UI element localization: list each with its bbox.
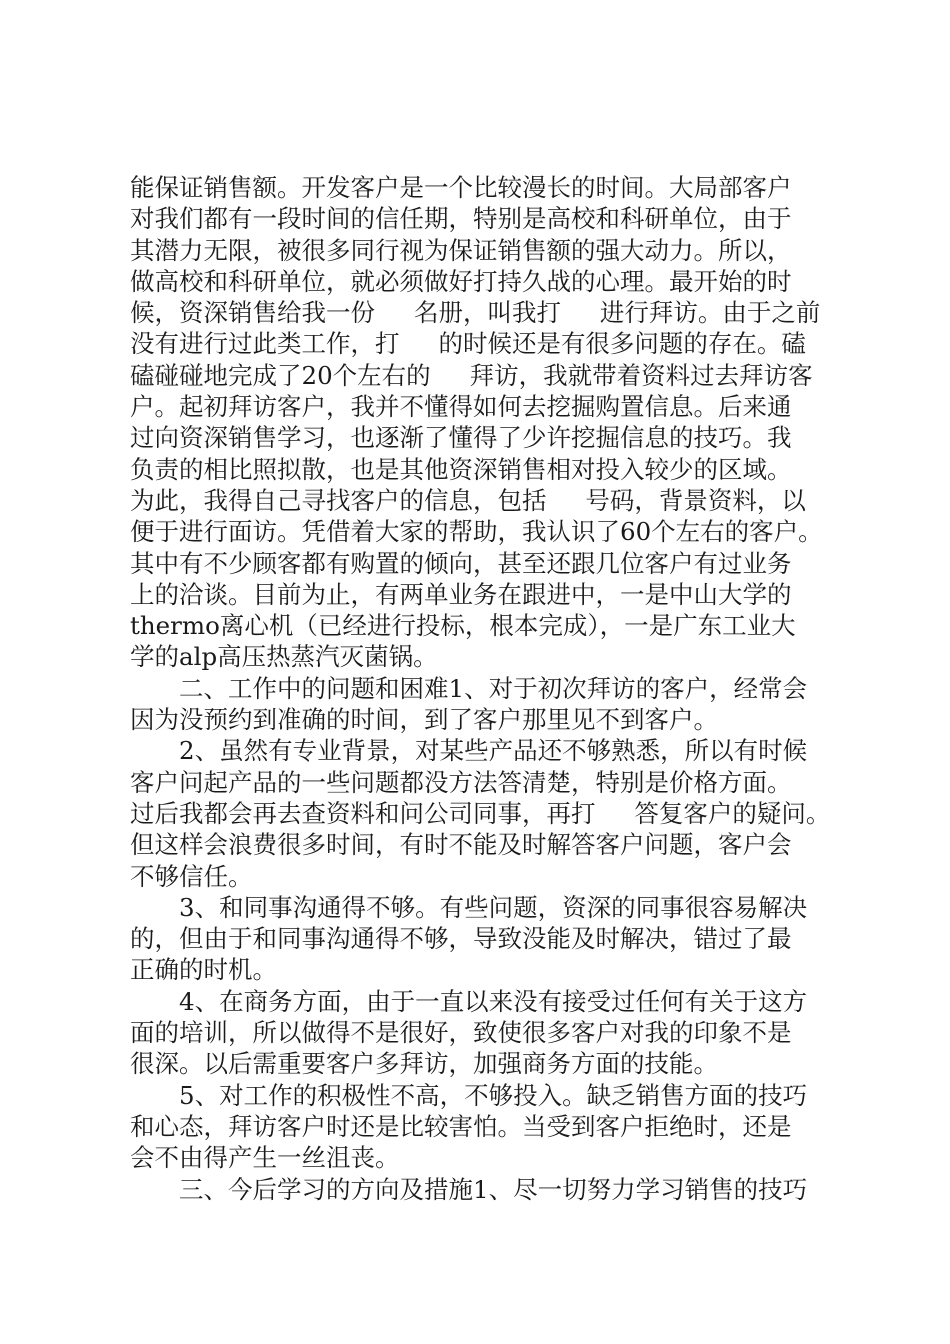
text-line: 过后我都会再去查资料和问公司同事，再打 答复客户的疑问。 — [130, 798, 831, 828]
paragraph-first-line: 5、对工作的积极性不高，不够投入。缺乏销售方面的技巧 — [179, 1080, 808, 1110]
text-line: 候，资深销售给我一份 名册，叫我打 进行拜访。由于之前 — [130, 298, 821, 328]
text-line: 会不由得产生一丝沮丧。 — [130, 1143, 400, 1173]
text-line: 但这样会浪费很多时间，有时不能及时解答客户问题，客户会 — [130, 830, 792, 860]
text-line: 和心态，拜访客户时还是比较害怕。当受到客户拒绝时，还是 — [130, 1111, 792, 1141]
text-line: 因为没预约到准确的时间，到了客户那里见不到客户。 — [130, 705, 718, 735]
text-line: 面的培训，所以做得不是很好，致使很多客户对我的印象不是 — [130, 1018, 792, 1048]
text-line: 的，但由于和同事沟通得不够，导致没能及时解决，错过了最 — [130, 924, 792, 954]
text-line: 客户问起产品的一些问题都没方法答清楚，特别是价格方面。 — [130, 767, 792, 797]
text-line: 不够信任。 — [130, 861, 253, 891]
body-text — [130, 172, 840, 1205]
text-line: 很深。以后需重要客户多拜访，加强商务方面的技能。 — [130, 1049, 718, 1079]
text-line: 正确的时机。 — [130, 955, 277, 985]
text-line: 其潜力无限，被很多同行视为保证销售额的强大动力。所以， — [130, 235, 792, 265]
paragraph-first-line: 三、今后学习的方向及措施1、尽一切努力学习销售的技巧 — [179, 1174, 808, 1204]
text-line: 磕碰碰地完成了20个左右的 拜访，我就带着资料过去拜访客 — [130, 360, 813, 390]
text-line: 其中有不少顾客都有购置的倾向，甚至还跟几位客户有过业务 — [130, 548, 792, 578]
text-line: 上的洽谈。目前为止，有两单业务在跟进中，一是中山大学的 — [130, 579, 792, 609]
paragraph-first-line: 二、工作中的问题和困难1、对于初次拜访的客户，经常会 — [179, 673, 808, 703]
text-line: thermo离心机（已经进行投标，根本完成），一是广东工业大 — [130, 611, 796, 641]
text-line: 做高校和科研单位，就必须做好打持久战的心理。最开始的时 — [130, 266, 792, 296]
text-line: 为此，我得自己寻找客户的信息，包括 号码，背景资料，以 — [130, 485, 806, 515]
text-line: 户。起初拜访客户，我并不懂得如何去挖掘购置信息。后来通 — [130, 392, 792, 422]
text-line: 学的alp高压热蒸汽灭菌锅。 — [130, 642, 438, 672]
paragraph-first-line: 3、和同事沟通得不够。有些问题，资深的同事很容易解决 — [179, 892, 808, 922]
text-line: 过向资深销售学习，也逐渐了懂得了少许挖掘信息的技巧。我 — [130, 423, 792, 453]
text-line: 没有进行过此类工作，打 的时候还是有很多问题的存在。磕 — [130, 329, 806, 359]
text-line: 负责的相比照拟散，也是其他资深销售相对投入较少的区域。 — [130, 454, 792, 484]
text-line: 便于进行面访。凭借着大家的帮助，我认识了60个左右的客户。 — [130, 517, 823, 547]
paragraph-first-line: 2、虽然有专业背景，对某些产品还不够熟悉，所以有时候 — [179, 736, 808, 766]
paragraph-first-line: 4、在商务方面，由于一直以来没有接受过任何有关于这方 — [179, 986, 808, 1016]
text-line: 能保证销售额。开发客户是一个比较漫长的时间。大局部客户 — [130, 173, 792, 202]
text-line: 对我们都有一段时间的信任期，特别是高校和科研单位，由于 — [130, 204, 792, 234]
